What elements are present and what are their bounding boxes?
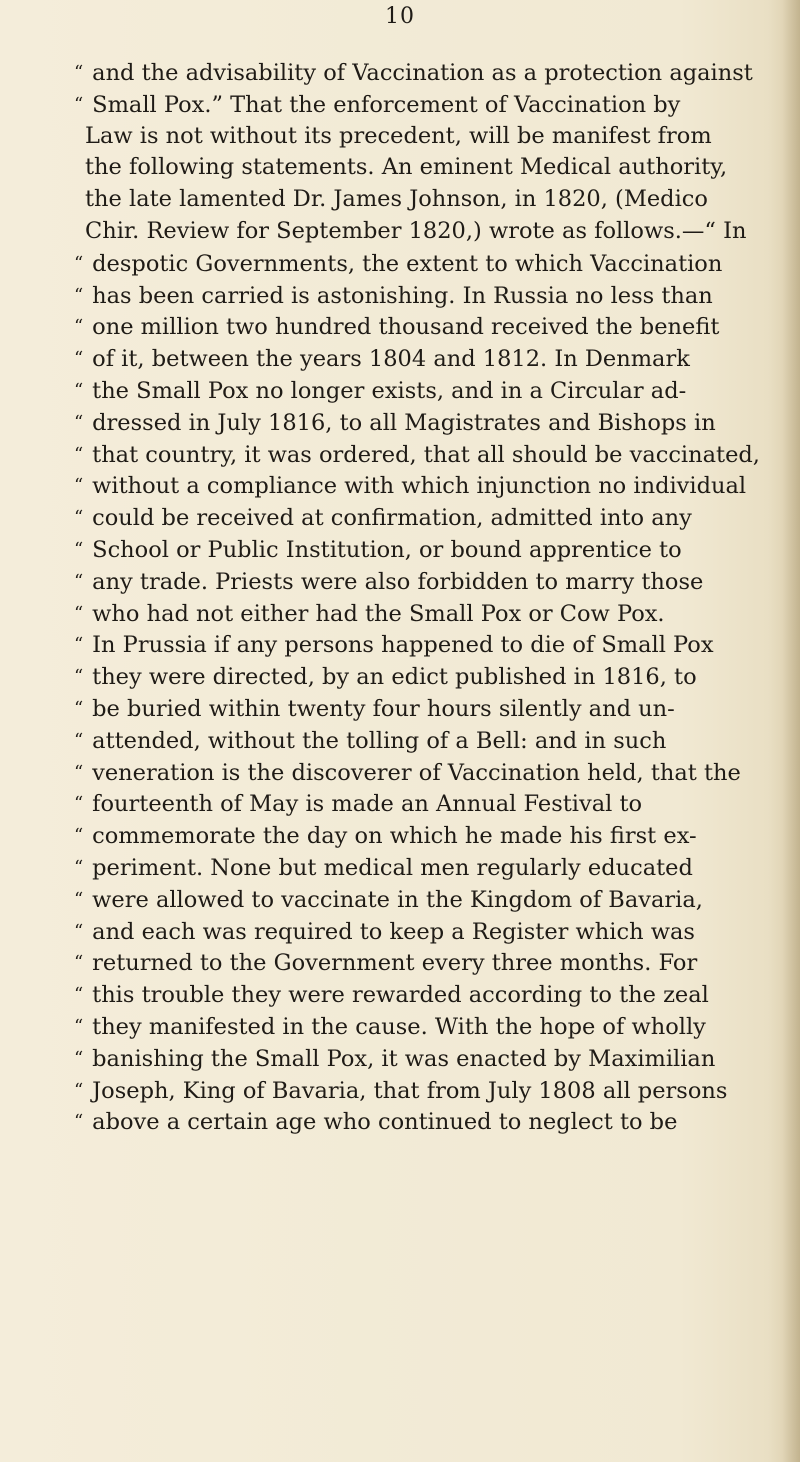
quote-mark: “ xyxy=(74,570,84,592)
text-line: “ who had not either had the Small Pox or Cow Pox. xyxy=(86,598,781,630)
quote-mark: “ xyxy=(74,252,84,274)
quote-mark: “ xyxy=(74,697,84,719)
page-number: 10 xyxy=(385,4,415,29)
text-line: “ fourteenth of May is made an Annual Festival to xyxy=(86,788,781,820)
quote-mark: “ xyxy=(74,920,84,942)
text-line: “ this trouble they were rewarded according to the zeal xyxy=(86,979,781,1011)
text-line: “ attended, without the tolling of a Bell: and in such xyxy=(86,725,781,757)
quote-mark: “ xyxy=(74,316,84,338)
text-line: “ despotic Governments, the extent to which Vaccination xyxy=(86,248,781,280)
quote-mark: “ xyxy=(74,1047,84,1069)
text-line: “ commemorate the day on which he made his first ex- xyxy=(86,820,781,852)
text-line: “ of it, between the years 1804 and 1812. In Denmark xyxy=(86,343,781,375)
quote-mark: “ xyxy=(74,348,84,370)
quote-mark: “ xyxy=(74,602,84,624)
text-line: “ one million two hundred thousand received the benefit xyxy=(86,311,781,343)
quote-mark: “ xyxy=(74,1079,84,1101)
quote-mark: “ xyxy=(74,62,84,83)
text-line: “ School or Public Institution, or bound apprentice to xyxy=(86,534,781,566)
quote-mark: “ xyxy=(74,1111,84,1133)
text-line: “ returned to the Government every three months. For xyxy=(86,947,781,979)
text-line: “ they were directed, by an edict published in 1816, to xyxy=(86,661,781,693)
text-line: “ Joseph, King of Bavaria, that from July 1808 all persons xyxy=(86,1075,781,1107)
quote-mark: “ xyxy=(74,666,84,688)
text-line: “ the Small Pox no longer exists, and in a Circular ad- xyxy=(86,375,781,407)
text-line: “ any trade. Priests were also forbidden to marry those xyxy=(86,566,781,598)
text-line: “ dressed in July 1816, to all Magistrates and Bishops in xyxy=(86,407,781,439)
quote-mark: “ xyxy=(74,856,84,878)
text-line: “ they manifested in the cause. With the hope of wholly xyxy=(86,1011,781,1043)
quote-mark: “ xyxy=(74,793,84,815)
quote-mark: “ xyxy=(74,984,84,1006)
quote-mark: “ xyxy=(74,729,84,751)
quote-mark: “ xyxy=(74,443,84,465)
quote-mark: “ xyxy=(74,952,84,974)
quote-mark: “ xyxy=(74,634,84,656)
text-line: “ In Prussia if any persons happened to die of Small Pox xyxy=(86,629,781,661)
text-line: “ Small Pox.” That the enforcement of Vaccination by xyxy=(86,89,781,121)
text-line: “ above a certain age who continued to neglect to be xyxy=(86,1106,781,1138)
text-line: “ banishing the Small Pox, it was enacted by Maximilian xyxy=(86,1043,781,1075)
body-text xyxy=(74,57,781,1138)
text-line: “ that country, it was ordered, that all should be vaccinated, xyxy=(86,439,781,471)
quote-mark: “ xyxy=(74,284,84,306)
text-line: “ could be received at confirmation, admitted into any xyxy=(86,502,781,534)
quote-mark: “ xyxy=(74,825,84,847)
quote-mark: “ xyxy=(74,538,84,560)
text-line: “ were allowed to vaccinate in the Kingdom of Bavaria, xyxy=(86,884,781,916)
quote-mark: “ xyxy=(74,93,84,115)
text-line: the late lamented Dr. James Johnson, in 1820, (Medico xyxy=(85,186,708,213)
text-line: “ has been carried is astonishing. In Russia no less than xyxy=(86,280,781,312)
quote-mark: “ xyxy=(74,888,84,910)
text-line: “ veneration is the discoverer of Vaccination held, that the xyxy=(86,757,781,789)
page-edge-shadow xyxy=(782,0,800,1462)
quote-mark: “ xyxy=(74,761,84,783)
text-line: “ without a compliance with which injunction no individual xyxy=(86,470,781,502)
quote-mark: “ xyxy=(74,411,84,433)
text-line: “ and each was required to keep a Register which was xyxy=(86,916,781,948)
text-line: “ and the advisability of Vaccination as a protection against xyxy=(86,57,781,89)
text-line: “ be buried within twenty four hours silently and un- xyxy=(86,693,781,725)
text-line: Chir. Review for September 1820,) wrote as follows.—“ In xyxy=(85,217,747,244)
quote-mark: “ xyxy=(74,475,84,497)
text-line: “ periment. None but medical men regularly educated xyxy=(86,852,781,884)
quote-mark: “ xyxy=(74,379,84,401)
text-line: the following statements. An eminent Medical authority, xyxy=(85,154,728,181)
quote-mark: “ xyxy=(74,507,84,529)
quote-mark: “ xyxy=(74,1015,84,1037)
text-line: Law is not without its precedent, will be manifest from xyxy=(85,122,712,149)
